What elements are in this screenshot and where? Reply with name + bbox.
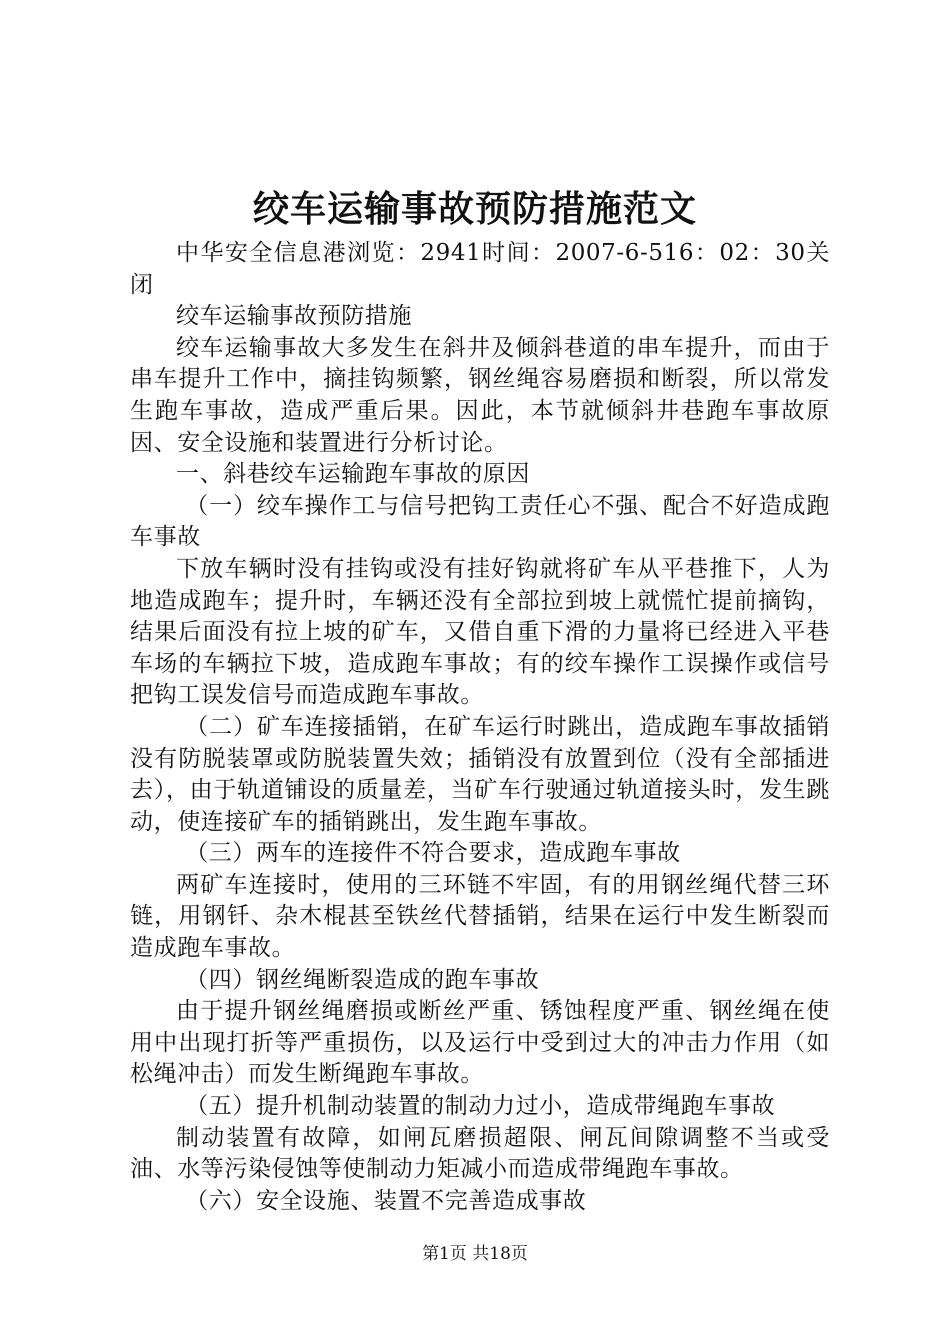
page-footer: 第1页 共18页: [422, 1244, 528, 1264]
cause-heading-3: （三）两车的连接件不符合要求，造成跑车事故: [185, 840, 681, 867]
section-heading: 一、斜巷绞车运输跑车事故的原因: [176, 461, 530, 488]
cause-heading-2: （二）矿车连接插销，在矿车运行时跳出，造成跑车事故插销没有防脱装罩或防脱装置失效；插销没有放置到位（没有全部插进去），由于轨道铺设的质量差，当矿车行驶通过轨道接头时，发生跳动，使连接矿车的插销跳出，发生跑车事故。: [130, 713, 830, 835]
cause-heading-5: （五）提升机制动装置的制动力过小，造成带绳跑车事故: [185, 1093, 776, 1120]
cause-paragraph-1: 下放车辆时没有挂钩或没有挂好钩就将矿车从平巷推下，人为地造成跑车；提升时，车辆还没有全部拉到坡上就慌忙提前摘钩，结果后面没有拉上坡的矿车，又借自重下滑的力量将已经进入平巷车场的车辆拉下坡，造成跑车事故；有的绞车操作工误操作或信号把钩工误发信号而造成跑车事故。: [130, 555, 830, 709]
intro-paragraph: 绞车运输事故大多发生在斜井及倾斜巷道的串车提升，而由于串车提升工作中，摘挂钩频繁，钢丝绳容易磨损和断裂，所以常发生跑车事故，造成严重后果。因此，本节就倾斜井巷跑车事故原因、安全设施和装置进行分析讨论。: [130, 334, 830, 456]
cause-paragraph-4: 由于提升钢丝绳磨损或断丝严重、锈蚀程度严重、钢丝绳在使用中出现打折等严重损伤，以及运行中受到过大的冲击力作用（如松绳冲击）而发生断绳跑车事故。: [130, 998, 830, 1088]
source-line: 中华安全信息港浏览：2941时间：2007-6-516：02：30关闭: [130, 240, 830, 298]
cause-paragraph-3: 两矿车连接时，使用的三环链不牢固，有的用钢丝绳代替三环链，用钢钎、杂木棍甚至铁丝代替插销，结果在运行中发生断裂而造成跑车事故。: [130, 871, 830, 962]
cause-heading-4: （四）钢丝绳断裂造成的跑车事故: [185, 966, 540, 993]
cause-paragraph-5: 制动装置有故障，如闸瓦磨损超限、闸瓦间隙调整不当或受油、水等污染侵蚀等使制动力矩减小而造成带绳跑车事故。: [130, 1124, 830, 1183]
cause-heading-1: （一）绞车操作工与信号把钩工责任心不强、配合不好造成跑车事故: [130, 492, 830, 551]
cause-heading-6: （六）安全设施、装置不完善造成事故: [185, 1187, 587, 1214]
document-title: 绞车运输事故预防措施范文: [252, 188, 697, 230]
document-body: [130, 238, 830, 1217]
subtitle-paragraph: 绞车运输事故预防措施: [176, 303, 412, 330]
